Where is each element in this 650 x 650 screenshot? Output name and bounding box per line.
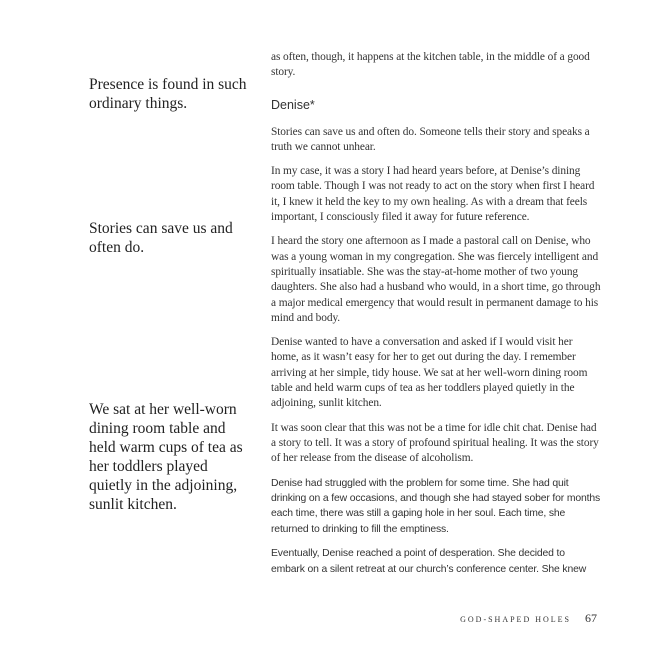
page-number: 67 [585,611,597,625]
pull-quote: We sat at her well-worn dining room table and held warm cups of tea as her toddlers played quietly in the adjoining, sunlit kitchen. [89,401,243,513]
pull-quote: Stories can save us and often do. [89,220,233,256]
body-paragraph: I heard the story one afternoon as I made a pastoral call on Denise, who was a young woman in my congregation. She was fiercely intelligent and spiritually insatiable. She was the stay-at-home mother of two young daughters. She also had a husband who would, in a short time, go through a major medical emergency that would result in permanent damage to his mind and body. [271,235,601,324]
pull-quote: Presence is found in such ordinary things. [89,76,247,112]
body-paragraph: In my case, it was a story I had heard years before, at Denise’s dining room table. Though I was not ready to act on the story when first I heard it, I knew it held the key to my own healing. As with a dream that feels important, I consciously filed it away for future reference. [271,165,595,224]
running-head: GOD-SHAPED HOLES [460,615,571,624]
body-text-column [271,50,601,586]
body-paragraph: Stories can save us and often do. Someone tells their story and speaks a truth we cannot unhear. [271,125,590,153]
section-heading: Denise* [271,97,315,112]
body-paragraph: Denise had struggled with the problem for some time. She had quit drinking on a few occasions, and though she had stayed sober for months each time, there was still a gaping hole in her soul. Each time, she returned to drinking to fill the emptiness. [271,477,600,535]
body-paragraph: Denise wanted to have a conversation and asked if I would visit her home, as it wasn’t easy for her to get out during the day. I remember arriving at her simple, tidy house. We sat at her well-worn dining room table and held warm cups of tea as her toddlers played quietly in the adjoining, sunlit kitchen. [271,336,588,410]
body-paragraph: It was soon clear that this was not be a time for idle chit chat. Denise had a story to tell. It was a story of profound spiritual healing. It was the story of her release from the disease of alcoholism. [271,421,599,465]
page-footer [460,611,597,626]
body-paragraph-intro: as often, though, it happens at the kitchen table, in the middle of a good story. [271,51,590,79]
body-paragraph: Eventually, Denise reached a point of desperation. She decided to embark on a silent retreat at our church’s conference center. She knew [271,548,587,575]
